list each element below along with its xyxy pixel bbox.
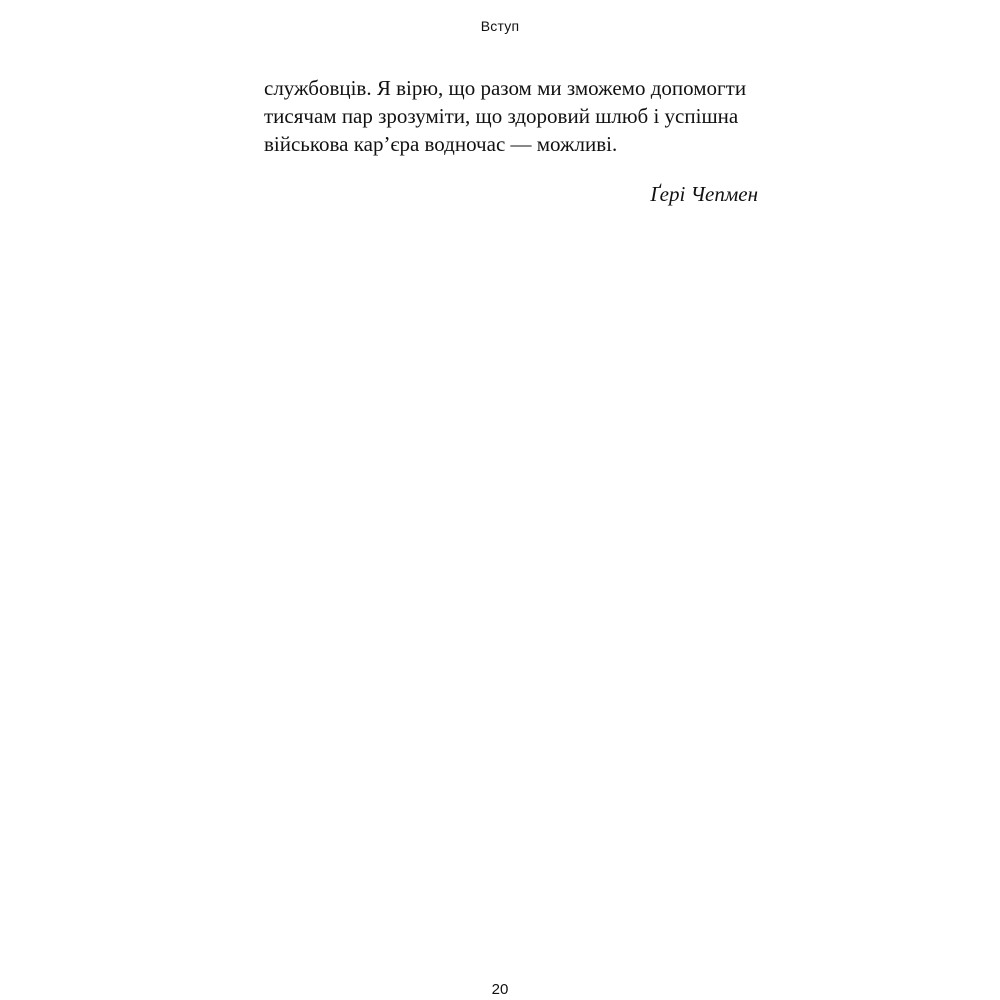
- author-signature: Ґері Чепмен: [650, 182, 758, 206]
- running-header-title: Вступ: [480, 18, 520, 34]
- body-paragraph: [264, 74, 764, 158]
- paragraph-line: військова кар’єра водночас — можливі.: [264, 132, 618, 156]
- main-text-block: [264, 74, 764, 208]
- paragraph-line: тисячам пар зрозуміти, що здоровий шлюб і успішна: [264, 104, 739, 128]
- page-number: 20: [491, 981, 509, 998]
- paragraph-line: службовців. Я вірю, що разом ми зможемо допомогти: [264, 76, 747, 100]
